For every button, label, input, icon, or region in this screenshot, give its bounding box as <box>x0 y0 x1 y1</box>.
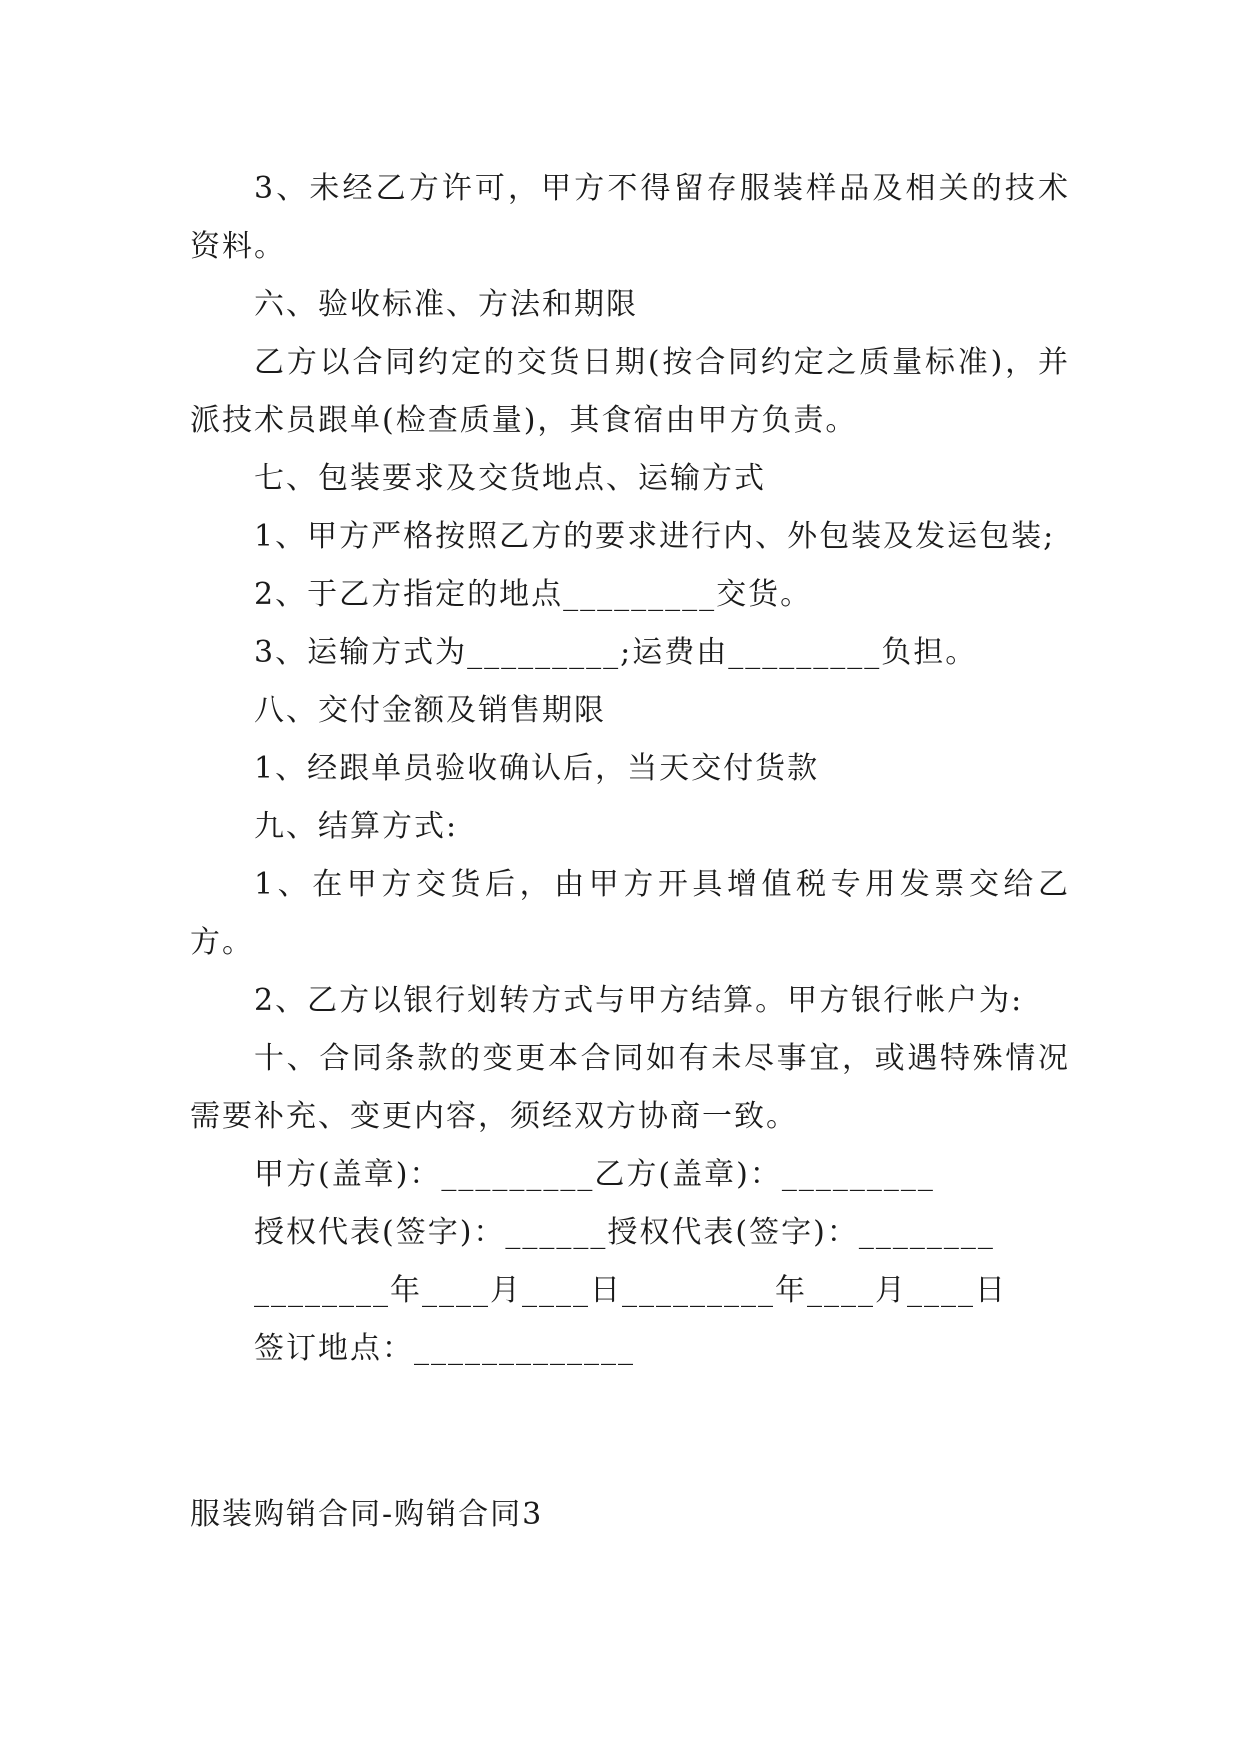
section-heading: 七、包装要求及交货地点、运输方式 <box>254 461 766 496</box>
paragraph: 乙方以合同约定的交货日期(按合同约定之质量标准)，并派技术员跟单(检查质量)，其食宿由甲方负责。 <box>190 345 1070 438</box>
paragraph: 2、乙方以银行划转方式与甲方结算。甲方银行帐户为: <box>254 983 1024 1018</box>
paragraph: 1、甲方严格按照乙方的要求进行内、外包装及发运包装; <box>254 519 1056 554</box>
section-heading: 六、验收标准、方法和期限 <box>254 287 638 322</box>
paragraph: 1、在甲方交货后，由甲方开具增值税专用发票交给乙方。 <box>190 867 1070 960</box>
next-document-title: 服装购销合同-购销合同3 <box>190 1497 544 1532</box>
paragraph: 1、经跟单员验收确认后，当天交付货款 <box>254 751 820 786</box>
paragraph: 3、未经乙方许可，甲方不得留存服装样品及相关的技术资料。 <box>190 171 1070 264</box>
paragraph: 3、运输方式为_________;运费由_________负担。 <box>254 635 978 670</box>
section-heading: 八、交付金额及销售期限 <box>254 693 606 728</box>
signature-line-seal: 甲方(盖章)：_________乙方(盖章)：_________ <box>254 1157 935 1192</box>
paragraph: 十、合同条款的变更本合同如有未尽事宜，或遇特殊情况需要补充、变更内容，须经双方协商一致。 <box>190 1041 1070 1134</box>
signature-line-location: 签订地点：_____________ <box>254 1331 635 1366</box>
signature-line-date: ________年____月____日_________年____月____日 <box>254 1273 1007 1308</box>
signature-line-representative: 授权代表(签字)：______授权代表(签字)：________ <box>254 1215 995 1250</box>
paragraph: 2、于乙方指定的地点_________交货。 <box>254 577 813 612</box>
section-heading: 九、结算方式: <box>254 809 459 844</box>
contract-body <box>190 160 1070 1378</box>
